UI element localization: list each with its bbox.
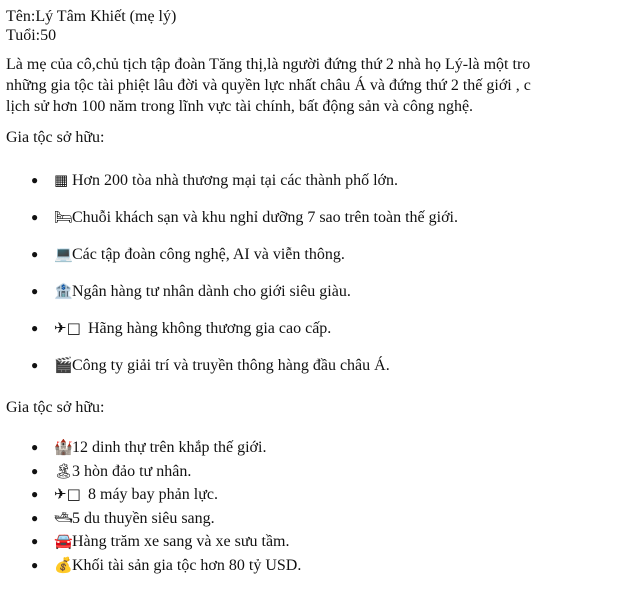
- section-title: Gia tộc sở hữu:: [6, 129, 105, 146]
- intro-line: Là mẹ của cô,chủ tịch tập đoàn Tăng thị,là người đứng thứ 2 nhà họ Lý-là một tro: [6, 56, 531, 73]
- bullet: ●: [31, 487, 39, 501]
- bullet: ●: [31, 284, 39, 298]
- bed-icon: 🛏: [54, 208, 74, 226]
- list-item: [6, 531, 617, 555]
- list-item: [6, 484, 617, 508]
- bullet: ●: [31, 173, 39, 187]
- bullet: ●: [31, 440, 39, 454]
- bullet: ●: [31, 321, 39, 335]
- list-item-text: 5 du thuyền siêu sang.: [72, 509, 215, 527]
- yacht-icon: 🛥: [54, 508, 74, 527]
- document-body: [6, 7, 617, 578]
- list-item-text: Khối tài sản gia tộc hơn 80 tỷ USD.: [72, 556, 302, 574]
- building-icon: ▦: [54, 171, 69, 189]
- list-item-text: 8 máy bay phản lực.: [88, 486, 218, 503]
- assets-list-business: [6, 170, 617, 392]
- list-item-text: Hơn 200 tòa nhà thương mại tại các thành phố lớn.: [72, 172, 398, 189]
- list-item: [6, 437, 617, 461]
- list-item: [6, 461, 617, 485]
- laptop-icon: 💻: [54, 245, 73, 263]
- age-line: Tuổi:50: [6, 27, 57, 44]
- list-item: [6, 281, 617, 318]
- money-bag-icon: 💰: [54, 555, 73, 574]
- airplane-icon: ✈□: [54, 319, 81, 337]
- bullet: ●: [31, 463, 39, 478]
- list-item: [6, 555, 617, 579]
- bullet: ●: [31, 210, 39, 224]
- list-item: [6, 207, 617, 244]
- island-icon: 🏝: [54, 461, 74, 480]
- bullet: ●: [31, 247, 39, 261]
- list-item-text: Công ty giải trí và truyền thông hàng đầu châu Á.: [72, 357, 390, 374]
- intro-line: lịch sử hơn 100 năm trong lĩnh vực tài chính, bất động sản và công nghệ.: [6, 98, 474, 115]
- intro-paragraph: [6, 54, 617, 117]
- list-item: [6, 244, 617, 281]
- intro-line: những gia tộc tài phiệt lâu đời và quyền lực nhất châu Á và đứng thứ 2 thế giới , c: [6, 77, 531, 94]
- list-item-text: Chuỗi khách sạn và khu nghỉ dưỡng 7 sao trên toàn thế giới.: [72, 209, 458, 226]
- car-icon: 🚘: [54, 532, 73, 550]
- name-line: Tên:Lý Tâm Khiết (mẹ lý): [6, 8, 177, 25]
- list-item-text: 3 hòn đảo tư nhân.: [72, 462, 192, 480]
- bank-icon: 🏦: [54, 282, 73, 300]
- list-item: [6, 508, 617, 532]
- list-item-text: 12 dinh thự trên khắp thế giới.: [72, 439, 267, 456]
- clapperboard-icon: 🎬: [54, 356, 73, 374]
- bullet: ●: [31, 534, 39, 548]
- assets-list-personal: [6, 437, 617, 578]
- list-item-text: Hãng hàng không thương gia cao cấp.: [88, 320, 332, 337]
- airplane-icon: ✈□: [54, 485, 81, 503]
- list-item-text: Các tập đoàn công nghệ, AI và viễn thông.: [72, 246, 345, 263]
- bullet: ●: [31, 557, 39, 572]
- list-item-text: Ngân hàng tư nhân dành cho giới siêu giàu.: [72, 283, 351, 300]
- list-item: [6, 355, 617, 392]
- bullet: ●: [31, 510, 39, 525]
- list-item-text: Hàng trăm xe sang và xe sưu tầm.: [72, 533, 290, 550]
- castle-icon: 🏰: [54, 438, 73, 456]
- list-item: [6, 318, 617, 355]
- bullet: ●: [31, 358, 39, 372]
- list-item: [6, 170, 617, 207]
- section-title: Gia tộc sở hữu:: [6, 399, 105, 416]
